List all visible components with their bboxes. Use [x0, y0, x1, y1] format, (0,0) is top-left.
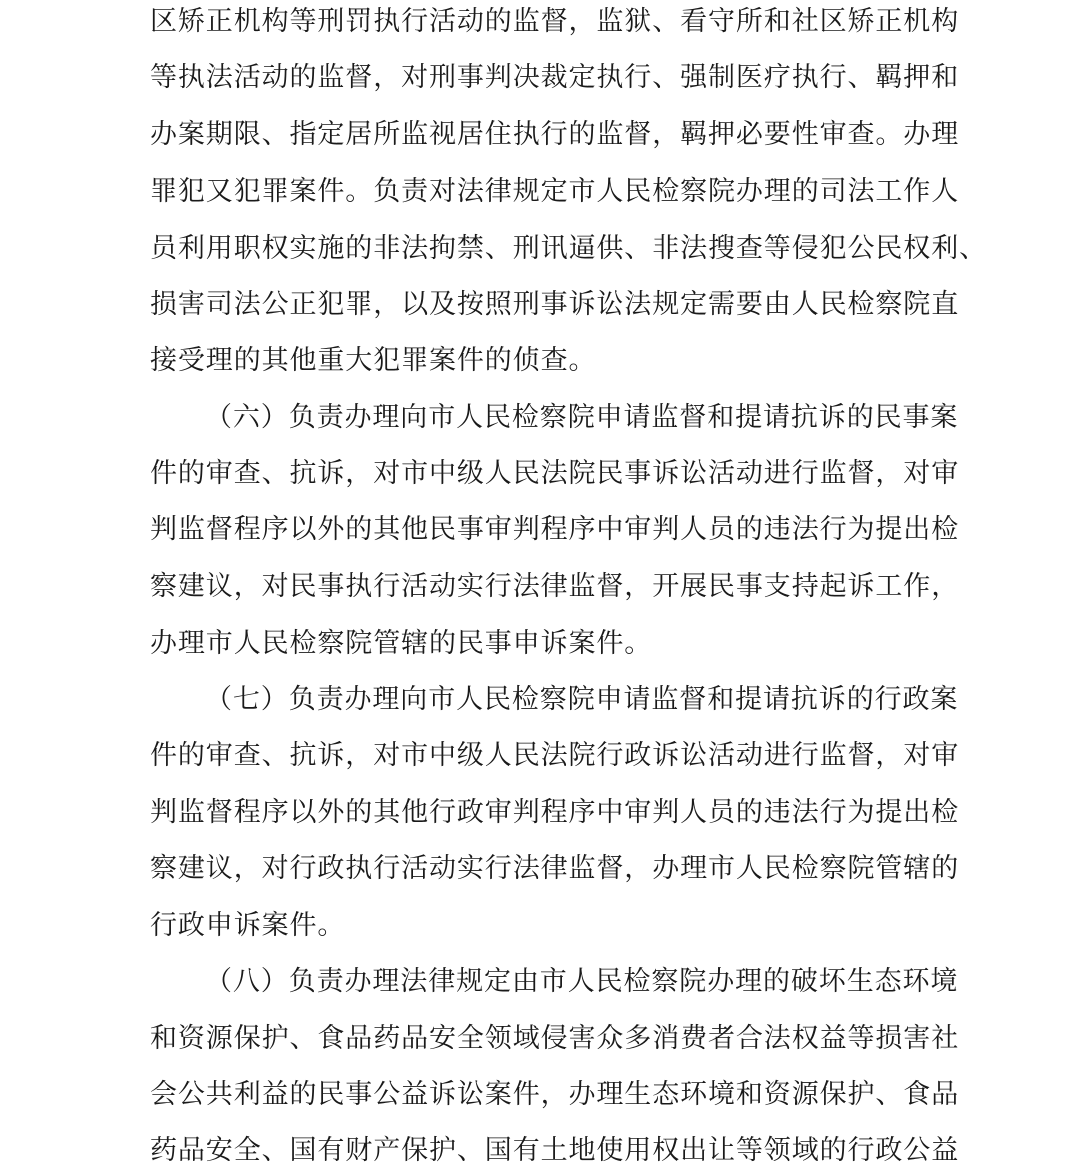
text-line-content: 件的审查、抗诉，对市中级人民法院行政诉讼活动进行监督，对审	[150, 740, 960, 771]
paragraph-start-six	[0, 398, 1074, 438]
paragraph-start-eight	[0, 962, 1074, 1002]
text-line-content: （七）负责办理向市人民检察院申请监督和提请抗诉的行政案	[205, 684, 959, 715]
text-line-content: 办理市人民检察院管辖的民事申诉案件。	[150, 628, 653, 659]
text-line-content: 行政申诉案件。	[150, 910, 346, 941]
text-line-content: 判监督程序以外的其他行政审判程序中审判人员的违法行为提出检	[150, 797, 960, 828]
text-line-content: 件的审查、抗诉，对市中级人民法院民事诉讼活动进行监督，对审	[150, 458, 960, 489]
text-line-content: 判监督程序以外的其他民事审判程序中审判人员的违法行为提出检	[150, 514, 960, 545]
text-line	[0, 2, 1074, 42]
text-line	[0, 624, 1074, 664]
text-line-content: 损害司法公正犯罪，以及按照刑事诉讼法规定需要由人民检察院直	[150, 289, 960, 320]
text-line-content: 察建议，对民事执行活动实行法律监督，开展民事支持起诉工作，	[150, 571, 960, 602]
text-line	[0, 793, 1074, 833]
text-line-content: 等执法活动的监督，对刑事判决裁定执行、强制医疗执行、羁押和	[150, 62, 960, 93]
text-line-content: 察建议，对行政执行活动实行法律监督，办理市人民检察院管辖的	[150, 853, 960, 884]
text-line	[0, 736, 1074, 776]
text-line	[0, 1019, 1074, 1059]
text-line-content: 区矫正机构等刑罚执行活动的监督，监狱、看守所和社区矫正机构	[150, 6, 960, 37]
text-line	[0, 454, 1074, 494]
text-line	[0, 567, 1074, 607]
text-line-content: 员利用职权实施的非法拘禁、刑讯逼供、非法搜查等侵犯公民权利、	[150, 233, 987, 264]
text-line-content: 和资源保护、食品药品安全领域侵害众多消费者合法权益等损害社	[150, 1023, 960, 1054]
text-line-content: 罪犯又犯罪案件。负责对法律规定市人民检察院办理的司法工作人	[150, 176, 960, 207]
text-line	[0, 229, 1074, 269]
text-line-content: 接受理的其他重大犯罪案件的侦查。	[150, 345, 597, 376]
text-line-content: 会公共利益的民事公益诉讼案件，办理生态环境和资源保护、食品	[150, 1079, 960, 1110]
text-line	[0, 1131, 1074, 1171]
text-line	[0, 172, 1074, 212]
text-line	[0, 849, 1074, 889]
text-line	[0, 285, 1074, 325]
text-line	[0, 58, 1074, 98]
text-line	[0, 906, 1074, 946]
text-line	[0, 1075, 1074, 1115]
text-line	[0, 510, 1074, 550]
paragraph-start-seven	[0, 680, 1074, 720]
text-line	[0, 341, 1074, 381]
text-line-content: （六）负责办理向市人民检察院申请监督和提请抗诉的民事案	[205, 402, 959, 433]
text-line	[0, 115, 1074, 155]
text-line-content: 办案期限、指定居所监视居住执行的监督，羁押必要性审查。办理	[150, 119, 960, 150]
text-line-content: 药品安全、国有财产保护、国有土地使用权出让等领域的行政公益	[150, 1135, 960, 1166]
text-line-content: （八）负责办理法律规定由市人民检察院办理的破坏生态环境	[205, 966, 959, 997]
